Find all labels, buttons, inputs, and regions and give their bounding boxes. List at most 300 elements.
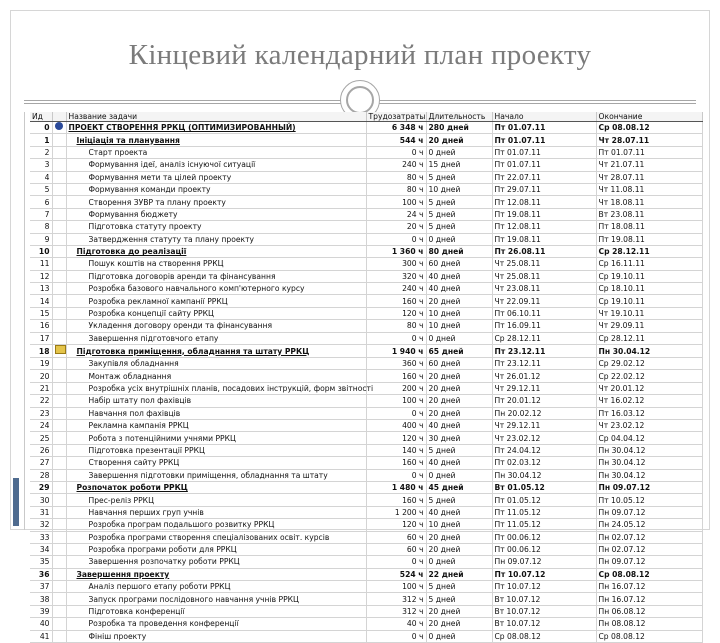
cell-name: Підготовка до реалізації bbox=[66, 245, 366, 257]
cell-start: Пт 02.03.12 bbox=[492, 457, 596, 469]
cell-work: 100 ч bbox=[366, 581, 426, 593]
cell-id: 2 bbox=[30, 146, 52, 158]
cell-finish: Пн 02.07.12 bbox=[596, 531, 702, 543]
cell-name: Укладення договору оренди та фінансування bbox=[66, 320, 366, 332]
cell-duration: 40 дней bbox=[426, 506, 492, 518]
cell-indicator bbox=[52, 432, 66, 444]
cell-name: Створення ЗУВР та плану проекту bbox=[66, 196, 366, 208]
table-row[interactable] bbox=[30, 469, 702, 481]
cell-start: Пт 22.07.11 bbox=[492, 171, 596, 183]
cell-id: 14 bbox=[30, 295, 52, 307]
cell-work: 80 ч bbox=[366, 183, 426, 195]
table-row[interactable] bbox=[30, 358, 702, 370]
cell-start: Пн 09.07.12 bbox=[492, 556, 596, 568]
cell-duration: 0 дней bbox=[426, 630, 492, 642]
cell-finish: Чт 19.10.11 bbox=[596, 307, 702, 319]
cell-id: 29 bbox=[30, 481, 52, 493]
cell-finish: Ср 22.02.12 bbox=[596, 370, 702, 382]
cell-start: Пт 16.09.11 bbox=[492, 320, 596, 332]
cell-work: 160 ч bbox=[366, 457, 426, 469]
header-work: Трудозатраты bbox=[366, 112, 426, 122]
cell-name: ПРОЕКТ СТВОРЕННЯ РРКЦ (ОПТИМИЗИРОВАННЫЙ) bbox=[66, 122, 366, 134]
cell-duration: 20 дней bbox=[426, 531, 492, 543]
cell-work: 0 ч bbox=[366, 469, 426, 481]
gantt-table bbox=[30, 112, 703, 643]
header-start: Начало bbox=[492, 112, 596, 122]
table-row[interactable] bbox=[30, 370, 702, 382]
cell-duration: 0 дней bbox=[426, 469, 492, 481]
cell-name: Формування команди проекту bbox=[66, 183, 366, 195]
cell-work: 1 480 ч bbox=[366, 481, 426, 493]
cell-name: Робота з потенційними учнями РРКЦ bbox=[66, 432, 366, 444]
cell-duration: 15 дней bbox=[426, 159, 492, 171]
cell-work: 240 ч bbox=[366, 159, 426, 171]
cell-work: 312 ч bbox=[366, 593, 426, 605]
cell-start: Пт 00.06.12 bbox=[492, 531, 596, 543]
cell-work: 320 ч bbox=[366, 270, 426, 282]
cell-finish: Вт 23.08.11 bbox=[596, 208, 702, 220]
cell-duration: 10 дней bbox=[426, 307, 492, 319]
cell-finish: Пн 09.07.12 bbox=[596, 556, 702, 568]
gantt-table-image bbox=[30, 112, 702, 641]
cell-id: 7 bbox=[30, 208, 52, 220]
cell-id: 10 bbox=[30, 245, 52, 257]
cell-duration: 20 дней bbox=[426, 382, 492, 394]
table-row[interactable] bbox=[30, 332, 702, 344]
cell-start: Ср 28.12.11 bbox=[492, 332, 596, 344]
cell-finish: Чт 20.01.12 bbox=[596, 382, 702, 394]
cell-finish: Чт 11.08.11 bbox=[596, 183, 702, 195]
cell-duration: 40 дней bbox=[426, 270, 492, 282]
cell-name: Завершення проекту bbox=[66, 568, 366, 580]
cell-work: 544 ч bbox=[366, 134, 426, 146]
cell-id: 40 bbox=[30, 618, 52, 630]
cell-duration: 20 дней bbox=[426, 407, 492, 419]
cell-name: Розробка рекламної кампанії РРКЦ bbox=[66, 295, 366, 307]
cell-indicator bbox=[52, 568, 66, 580]
cell-name: Завершення розпочатку роботи РРКЦ bbox=[66, 556, 366, 568]
cell-name: Підготовка конференції bbox=[66, 605, 366, 617]
cell-duration: 5 дней bbox=[426, 494, 492, 506]
cell-finish: Пн 16.07.12 bbox=[596, 581, 702, 593]
cell-name: Підготовка договорів аренди та фінансування bbox=[66, 270, 366, 282]
cell-name: Ініціація та планування bbox=[66, 134, 366, 146]
cell-work: 120 ч bbox=[366, 432, 426, 444]
cell-duration: 45 дней bbox=[426, 481, 492, 493]
cell-indicator bbox=[52, 519, 66, 531]
cell-duration: 80 дней bbox=[426, 245, 492, 257]
table-row[interactable] bbox=[30, 556, 702, 568]
cell-id: 27 bbox=[30, 457, 52, 469]
cell-name: Пошук коштів на створення РРКЦ bbox=[66, 258, 366, 270]
cell-duration: 10 дней bbox=[426, 320, 492, 332]
cell-id: 33 bbox=[30, 531, 52, 543]
cell-id: 6 bbox=[30, 196, 52, 208]
cell-id: 0 bbox=[30, 122, 52, 134]
cell-indicator bbox=[52, 283, 66, 295]
cell-finish: Пн 16.07.12 bbox=[596, 593, 702, 605]
table-row[interactable] bbox=[30, 345, 702, 358]
cell-work: 60 ч bbox=[366, 531, 426, 543]
cell-finish: Ср 28.12.11 bbox=[596, 245, 702, 257]
cell-name: Старт проекта bbox=[66, 146, 366, 158]
header-indicator bbox=[52, 112, 66, 122]
cell-id: 35 bbox=[30, 556, 52, 568]
cell-finish: Чт 21.07.11 bbox=[596, 159, 702, 171]
table-row[interactable] bbox=[30, 407, 702, 419]
cell-start: Пт 01.07.11 bbox=[492, 159, 596, 171]
cell-finish: Пн 24.05.12 bbox=[596, 519, 702, 531]
cell-duration: 40 дней bbox=[426, 419, 492, 431]
cell-duration: 20 дней bbox=[426, 295, 492, 307]
cell-id: 36 bbox=[30, 568, 52, 580]
cell-start: Чт 26.01.12 bbox=[492, 370, 596, 382]
cell-indicator bbox=[52, 171, 66, 183]
cell-id: 17 bbox=[30, 332, 52, 344]
cell-id: 8 bbox=[30, 221, 52, 233]
cell-work: 0 ч bbox=[366, 233, 426, 245]
cell-duration: 65 дней bbox=[426, 345, 492, 358]
cell-id: 19 bbox=[30, 358, 52, 370]
task-info-icon bbox=[55, 122, 63, 130]
cell-indicator bbox=[52, 581, 66, 593]
table-row[interactable] bbox=[30, 543, 702, 555]
cell-work: 24 ч bbox=[366, 208, 426, 220]
cell-id: 16 bbox=[30, 320, 52, 332]
cell-id: 24 bbox=[30, 419, 52, 431]
cell-work: 160 ч bbox=[366, 370, 426, 382]
cell-indicator bbox=[52, 494, 66, 506]
cell-finish: Пн 30.04.12 bbox=[596, 345, 702, 358]
cell-id: 11 bbox=[30, 258, 52, 270]
cell-id: 25 bbox=[30, 432, 52, 444]
table-row[interactable] bbox=[30, 432, 702, 444]
table-row[interactable] bbox=[30, 146, 702, 158]
cell-work: 80 ч bbox=[366, 171, 426, 183]
cell-start: Пт 29.07.11 bbox=[492, 183, 596, 195]
cell-work: 1 940 ч bbox=[366, 345, 426, 358]
cell-indicator bbox=[52, 221, 66, 233]
cell-finish: Чт 28.07.11 bbox=[596, 171, 702, 183]
cell-indicator bbox=[52, 307, 66, 319]
cell-id: 13 bbox=[30, 283, 52, 295]
cell-indicator bbox=[52, 358, 66, 370]
cell-start: Пт 01.05.12 bbox=[492, 494, 596, 506]
table-row[interactable] bbox=[30, 320, 702, 332]
cell-duration: 22 дней bbox=[426, 568, 492, 580]
cell-work: 240 ч bbox=[366, 283, 426, 295]
table-row[interactable] bbox=[30, 481, 702, 493]
table-row[interactable] bbox=[30, 134, 702, 146]
cell-name: Підготовка статуту проекту bbox=[66, 221, 366, 233]
cell-duration: 10 дней bbox=[426, 519, 492, 531]
table-row[interactable] bbox=[30, 531, 702, 543]
cell-name: Створення сайту РРКЦ bbox=[66, 457, 366, 469]
cell-duration: 10 дней bbox=[426, 183, 492, 195]
cell-duration: 20 дней bbox=[426, 395, 492, 407]
cell-duration: 40 дней bbox=[426, 457, 492, 469]
cell-start: Пт 26.08.11 bbox=[492, 245, 596, 257]
table-row[interactable] bbox=[30, 457, 702, 469]
cell-name: Розробка концепції сайту РРКЦ bbox=[66, 307, 366, 319]
cell-finish: Пт 18.08.11 bbox=[596, 221, 702, 233]
cell-name: Розробка програм подальшого розвитку РРКЦ bbox=[66, 519, 366, 531]
cell-id: 12 bbox=[30, 270, 52, 282]
table-row[interactable] bbox=[30, 245, 702, 257]
cell-indicator bbox=[52, 295, 66, 307]
cell-start: Чт 29.12.11 bbox=[492, 419, 596, 431]
cell-indicator bbox=[52, 146, 66, 158]
table-row[interactable] bbox=[30, 605, 702, 617]
cell-work: 160 ч bbox=[366, 494, 426, 506]
cell-id: 5 bbox=[30, 183, 52, 195]
cell-work: 312 ч bbox=[366, 605, 426, 617]
cell-indicator bbox=[52, 618, 66, 630]
cell-indicator bbox=[52, 208, 66, 220]
table-row[interactable] bbox=[30, 444, 702, 456]
cell-id: 28 bbox=[30, 469, 52, 481]
cell-id: 38 bbox=[30, 593, 52, 605]
cell-indicator bbox=[52, 382, 66, 394]
cell-finish: Ср 19.10.11 bbox=[596, 270, 702, 282]
cell-indicator bbox=[52, 233, 66, 245]
table-row[interactable] bbox=[30, 159, 702, 171]
cell-finish: Ср 04.04.12 bbox=[596, 432, 702, 444]
cell-indicator bbox=[52, 159, 66, 171]
cell-id: 1 bbox=[30, 134, 52, 146]
cell-name: Підготовка приміщення, обладнання та штату РРКЦ bbox=[66, 345, 366, 358]
cell-duration: 0 дней bbox=[426, 233, 492, 245]
cell-start: Пт 23.12.11 bbox=[492, 345, 596, 358]
cell-indicator bbox=[52, 134, 66, 146]
table-row[interactable] bbox=[30, 183, 702, 195]
cell-duration: 5 дней bbox=[426, 196, 492, 208]
cell-work: 1 200 ч bbox=[366, 506, 426, 518]
cell-id: 32 bbox=[30, 519, 52, 531]
cell-duration: 20 дней bbox=[426, 618, 492, 630]
cell-id: 34 bbox=[30, 543, 52, 555]
cell-start: Пн 20.02.12 bbox=[492, 407, 596, 419]
cell-start: Пт 10.07.12 bbox=[492, 568, 596, 580]
cell-work: 80 ч bbox=[366, 320, 426, 332]
cell-finish: Ср 08.08.12 bbox=[596, 630, 702, 642]
table-row[interactable] bbox=[30, 295, 702, 307]
cell-start: Пт 24.04.12 bbox=[492, 444, 596, 456]
cell-finish: Ср 19.10.11 bbox=[596, 295, 702, 307]
table-row[interactable] bbox=[30, 283, 702, 295]
cell-start: Пн 30.04.12 bbox=[492, 469, 596, 481]
left-rule bbox=[24, 112, 25, 530]
table-row[interactable] bbox=[30, 196, 702, 208]
cell-indicator bbox=[52, 605, 66, 617]
cell-name: Розробка програми роботи для РРКЦ bbox=[66, 543, 366, 555]
cell-finish: Пн 09.07.12 bbox=[596, 506, 702, 518]
table-row[interactable] bbox=[30, 519, 702, 531]
cell-duration: 5 дней bbox=[426, 208, 492, 220]
cell-start: Чт 23.08.11 bbox=[492, 283, 596, 295]
table-row[interactable] bbox=[30, 494, 702, 506]
cell-start: Чт 23.02.12 bbox=[492, 432, 596, 444]
cell-name: Підготовка презентації РРКЦ bbox=[66, 444, 366, 456]
cell-name: Рекламна кампанія РРКЦ bbox=[66, 419, 366, 431]
table-row[interactable] bbox=[30, 395, 702, 407]
cell-indicator bbox=[52, 183, 66, 195]
cell-name: Затвердження статуту та плану проекту bbox=[66, 233, 366, 245]
cell-finish: Пт 16.03.12 bbox=[596, 407, 702, 419]
cell-finish: Ср 08.08.12 bbox=[596, 568, 702, 580]
cell-start: Пт 20.01.12 bbox=[492, 395, 596, 407]
cell-name: Фініш проекту bbox=[66, 630, 366, 642]
table-row[interactable] bbox=[30, 593, 702, 605]
cell-work: 400 ч bbox=[366, 419, 426, 431]
table-row[interactable] bbox=[30, 270, 702, 282]
cell-duration: 5 дней bbox=[426, 171, 492, 183]
cell-indicator bbox=[52, 258, 66, 270]
cell-start: Пт 23.12.11 bbox=[492, 358, 596, 370]
cell-finish: Пн 09.07.12 bbox=[596, 481, 702, 493]
cell-indicator bbox=[52, 345, 66, 358]
cell-start: Вт 10.07.12 bbox=[492, 593, 596, 605]
cell-indicator bbox=[52, 506, 66, 518]
header-duration: Длительность bbox=[426, 112, 492, 122]
cell-name: Навчання пол фахівців bbox=[66, 407, 366, 419]
cell-name: Розпочаток роботи РРКЦ bbox=[66, 481, 366, 493]
cell-id: 22 bbox=[30, 395, 52, 407]
header-name: Название задачи bbox=[66, 112, 366, 122]
table-row[interactable] bbox=[30, 382, 702, 394]
cell-indicator bbox=[52, 444, 66, 456]
slide-title: Кінцевий календарний план проекту bbox=[128, 39, 592, 71]
cell-id: 9 bbox=[30, 233, 52, 245]
cell-finish: Ср 29.02.12 bbox=[596, 358, 702, 370]
cell-work: 100 ч bbox=[366, 395, 426, 407]
cell-duration: 60 дней bbox=[426, 358, 492, 370]
table-row[interactable] bbox=[30, 618, 702, 630]
cell-start: Пт 06.10.11 bbox=[492, 307, 596, 319]
cell-id: 3 bbox=[30, 159, 52, 171]
table-row[interactable] bbox=[30, 221, 702, 233]
cell-work: 0 ч bbox=[366, 146, 426, 158]
cell-start: Пт 19.08.11 bbox=[492, 208, 596, 220]
cell-duration: 0 дней bbox=[426, 556, 492, 568]
cell-finish: Пн 30.04.12 bbox=[596, 457, 702, 469]
cell-start: Чт 25.08.11 bbox=[492, 270, 596, 282]
table-row[interactable] bbox=[30, 307, 702, 319]
cell-start: Пт 01.07.11 bbox=[492, 146, 596, 158]
cell-name: Набір штату пол фахівців bbox=[66, 395, 366, 407]
cell-finish: Пн 08.08.12 bbox=[596, 618, 702, 630]
cell-duration: 5 дней bbox=[426, 444, 492, 456]
cell-indicator bbox=[52, 593, 66, 605]
cell-name: Запуск програми послідовного навчання учнів РРКЦ bbox=[66, 593, 366, 605]
cell-finish: Пн 06.08.12 bbox=[596, 605, 702, 617]
cell-id: 20 bbox=[30, 370, 52, 382]
cell-work: 100 ч bbox=[366, 196, 426, 208]
cell-duration: 20 дней bbox=[426, 134, 492, 146]
cell-finish: Чт 18.08.11 bbox=[596, 196, 702, 208]
cell-finish: Пн 30.04.12 bbox=[596, 469, 702, 481]
cell-duration: 30 дней bbox=[426, 432, 492, 444]
cell-work: 160 ч bbox=[366, 295, 426, 307]
cell-work: 40 ч bbox=[366, 618, 426, 630]
cell-indicator bbox=[52, 531, 66, 543]
cell-start: Вт 10.07.12 bbox=[492, 605, 596, 617]
table-row[interactable] bbox=[30, 630, 702, 642]
cell-name: Завершення підготовчого етапу bbox=[66, 332, 366, 344]
cell-duration: 0 дней bbox=[426, 332, 492, 344]
cell-finish: Ср 28.12.11 bbox=[596, 332, 702, 344]
cell-indicator bbox=[52, 332, 66, 344]
cell-start: Чт 29.12.11 bbox=[492, 382, 596, 394]
table-row[interactable] bbox=[30, 122, 702, 134]
cell-indicator bbox=[52, 122, 66, 134]
cell-id: 18 bbox=[30, 345, 52, 358]
cell-name: Розробка базового навчального комп'ютерного курсу bbox=[66, 283, 366, 295]
cell-id: 26 bbox=[30, 444, 52, 456]
cell-id: 4 bbox=[30, 171, 52, 183]
cell-id: 31 bbox=[30, 506, 52, 518]
cell-indicator bbox=[52, 407, 66, 419]
cell-id: 23 bbox=[30, 407, 52, 419]
cell-work: 1 360 ч bbox=[366, 245, 426, 257]
cell-work: 120 ч bbox=[366, 519, 426, 531]
table-row[interactable] bbox=[30, 506, 702, 518]
cell-duration: 20 дней bbox=[426, 605, 492, 617]
cell-indicator bbox=[52, 196, 66, 208]
table-row[interactable] bbox=[30, 233, 702, 245]
circle-ornament-inner bbox=[346, 86, 374, 114]
cell-start: Ср 08.08.12 bbox=[492, 630, 596, 642]
cell-work: 20 ч bbox=[366, 221, 426, 233]
cell-start: Пт 12.08.11 bbox=[492, 196, 596, 208]
cell-finish: Ср 18.10.11 bbox=[596, 283, 702, 295]
cell-name: Формування ідеї, аналіз існуючої ситуації bbox=[66, 159, 366, 171]
cell-id: 21 bbox=[30, 382, 52, 394]
cell-name: Навчання перших груп учнів bbox=[66, 506, 366, 518]
cell-indicator bbox=[52, 630, 66, 642]
cell-work: 140 ч bbox=[366, 444, 426, 456]
cell-name: Аналіз першого етапу роботи РРКЦ bbox=[66, 581, 366, 593]
cell-work: 0 ч bbox=[366, 407, 426, 419]
cell-indicator bbox=[52, 481, 66, 493]
table-row[interactable] bbox=[30, 419, 702, 431]
table-body bbox=[30, 122, 702, 643]
cell-indicator bbox=[52, 457, 66, 469]
cell-finish: Пн 30.04.12 bbox=[596, 444, 702, 456]
cell-duration: 20 дней bbox=[426, 543, 492, 555]
table-row[interactable] bbox=[30, 171, 702, 183]
cell-start: Пт 10.07.12 bbox=[492, 581, 596, 593]
table-row[interactable] bbox=[30, 568, 702, 580]
cell-start: Пт 00.06.12 bbox=[492, 543, 596, 555]
cell-start: Чт 22.09.11 bbox=[492, 295, 596, 307]
cell-finish: Пт 01.07.11 bbox=[596, 146, 702, 158]
cell-id: 15 bbox=[30, 307, 52, 319]
cell-name: Монтаж обладнання bbox=[66, 370, 366, 382]
cell-duration: 60 дней bbox=[426, 258, 492, 270]
cell-name: Формування мети та цілей проекту bbox=[66, 171, 366, 183]
cell-finish: Чт 23.02.12 bbox=[596, 419, 702, 431]
cell-finish: Пт 19.08.11 bbox=[596, 233, 702, 245]
cell-indicator bbox=[52, 469, 66, 481]
table-row[interactable] bbox=[30, 258, 702, 270]
cell-finish: Чт 28.07.11 bbox=[596, 134, 702, 146]
table-row[interactable] bbox=[30, 208, 702, 220]
table-row[interactable] bbox=[30, 581, 702, 593]
cell-work: 0 ч bbox=[366, 332, 426, 344]
cell-indicator bbox=[52, 556, 66, 568]
cell-duration: 280 дней bbox=[426, 122, 492, 134]
